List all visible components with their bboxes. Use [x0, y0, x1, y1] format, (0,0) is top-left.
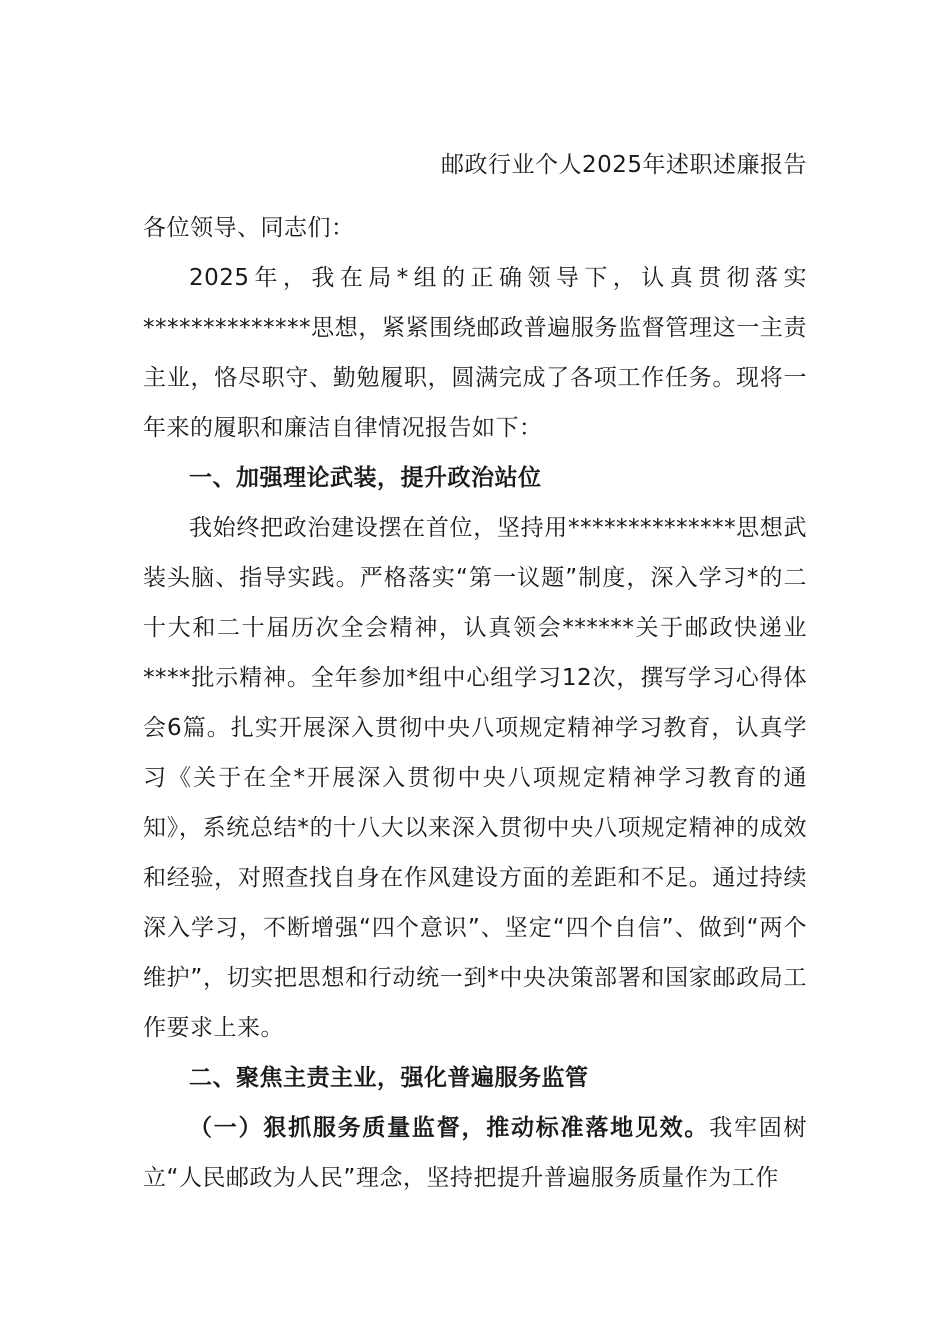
document-body: [143, 140, 807, 1203]
section-2-sub-1-text: 我牢固树立“人民邮政为人民”理念，坚持把提升普遍服务质量作为工作: [143, 1115, 808, 1191]
salutation: 各位领导、同志们：: [143, 215, 355, 241]
document-title: 邮政行业个人2025年述职述廉报告: [440, 152, 807, 178]
intro-paragraph: 2025年，我在局*组的正确领导下，认真贯彻落实**************思想，紧紧围绕邮政普遍服务监督管理这一主责主业，恪尽职守、勤勉履职，圆满完成了各项工作任务。现将一年来的履职和廉洁自律情况报告如下：: [143, 265, 807, 441]
section-1-paragraph: 我始终把政治建设摆在首位，坚持用**************思想武装头脑、指导实践。严格落实“第一议题”制度，深入学习*的二十大和二十届历次全会精神，认真领会******关于邮政快递业****批示精神。全年参加*组中心组学习12次，撰写学习心得体会6篇。扎实开展深入贯彻中央八项规定精神学习教育，认真学习《关于在全*开展深入贯彻中央八项规定精神学习教育的通知》，系统总结*的十八大以来深入贯彻中央八项规定精神的成效和经验，对照查找自身在作风建设方面的差距和不足。通过持续深入学习，不断增强“四个意识”、坚定“四个自信”、做到“两个维护”，切实把思想和行动统一到*中央决策部署和国家邮政局工作要求上来。: [143, 515, 807, 1041]
section-2-heading: 二、聚焦主责主业，强化普遍服务监管: [189, 1065, 589, 1091]
section-2-sub-1-heading: （一）狠抓服务质量监督，推动标准落地见效。: [189, 1115, 710, 1141]
section-2-sub-1-paragraph: [143, 1103, 807, 1203]
section-1-heading: 一、加强理论武装，提升政治站位: [189, 465, 542, 491]
